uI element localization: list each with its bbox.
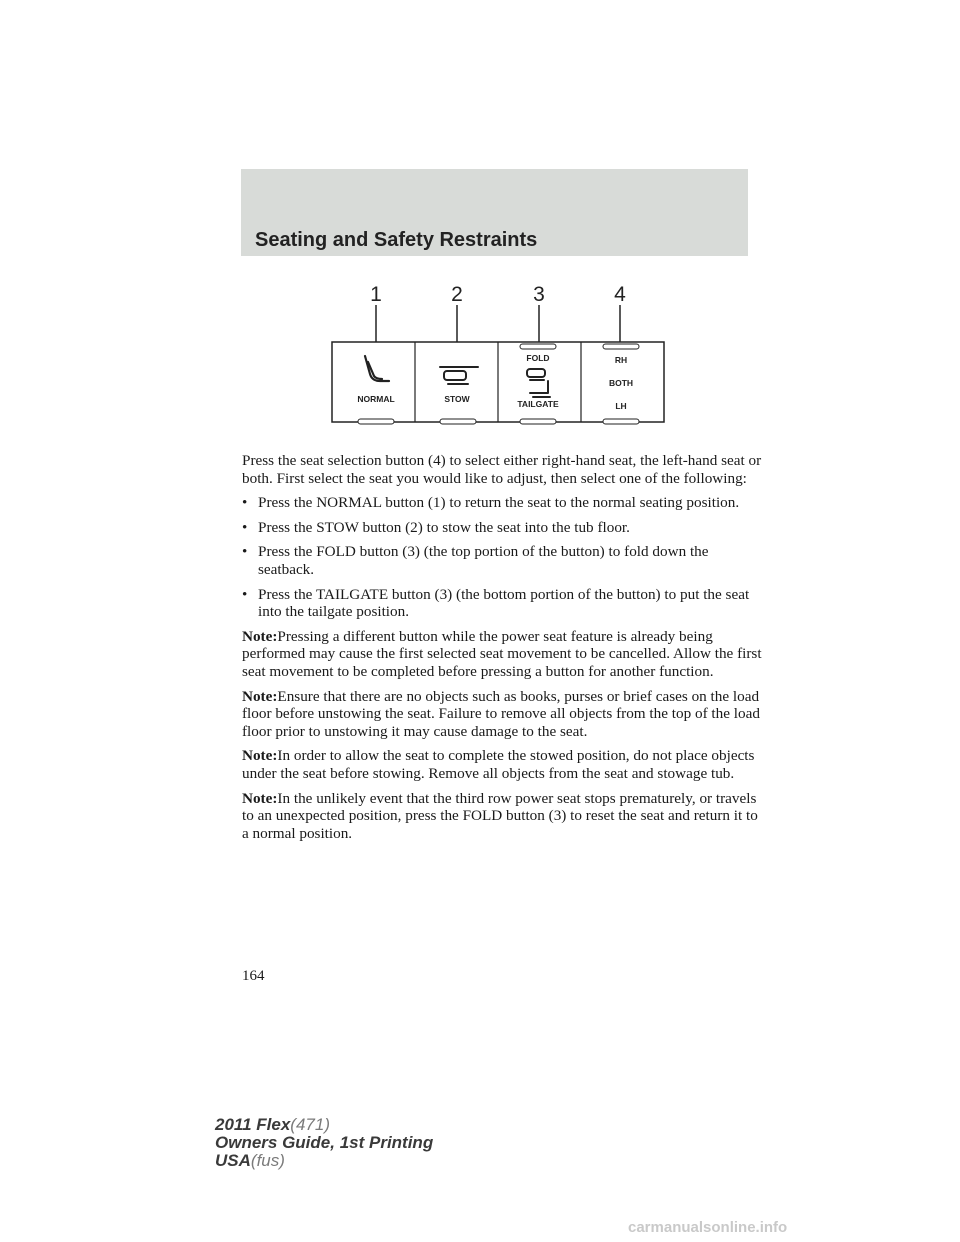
footer-model-code: (471) (290, 1115, 330, 1134)
note-label: Note: (242, 687, 278, 705)
lh-label: LH (615, 401, 627, 411)
note-label: Note: (242, 747, 278, 765)
note-text: Ensure that there are no objects such as books, purses or brief cases on the load floor before unstowing the seat. Failure to remove all objects from the top of the load floor prior to unstowing it may cause damage to the seat. (242, 687, 760, 740)
list-item: • Press the FOLD button (3) (the top portion of the button) to fold down the seatback. (242, 543, 762, 578)
stow-button-label: STOW (444, 394, 470, 404)
note-text: In order to allow the seat to complete the stowed position, do not place objects under the seat before stowing. Remove all objects from the seat and stowage tub. (242, 747, 755, 782)
page-number: 164 (242, 968, 265, 984)
footer-market-code: (fus) (250, 1151, 285, 1170)
note-text: Pressing a different button while the power seat feature is already being performed may cause the first selected seat movement to be cancelled. Allow the first seat movement to be completed before pressing a button for another function. (242, 627, 762, 680)
note-paragraph (242, 747, 762, 782)
list-item: • Press the STOW button (2) to stow the seat into the tub floor. (242, 519, 762, 537)
note-text: In the unlikely event that the third row power seat stops prematurely, or travels to an unexpected position, press the FOLD button (3) to reset the seat and return it to a normal position. (242, 789, 758, 842)
callout-3: 3 (533, 283, 545, 306)
footer-market: USA (215, 1151, 251, 1170)
note-paragraph (242, 688, 762, 741)
list-item: • Press the NORMAL button (1) to return the seat to the normal seating position. (242, 494, 762, 512)
note-label: Note: (242, 627, 278, 645)
both-label: BOTH (608, 378, 634, 388)
instruction-list (242, 494, 762, 621)
footer-model: 2011 Flex (215, 1115, 291, 1134)
footer-edition: Owners Guide, 1st Printing (215, 1133, 434, 1152)
tailgate-button-label: TAILGATE (517, 399, 559, 409)
list-item: • Press the TAILGATE button (3) (the bottom portion of the button) to put the seat into the tailgate position. (242, 586, 762, 621)
section-title: Seating and Safety Restraints (255, 229, 538, 251)
callout-2: 2 (451, 283, 463, 306)
watermark: carmanualsonline.info (628, 1219, 788, 1236)
intro-paragraph: Press the seat selection button (4) to select either right-hand seat, the left-hand seat or both. First select the seat you would like to adjust, then select one of the following: (242, 452, 762, 487)
callout-1: 1 (370, 283, 382, 306)
section-header (241, 169, 748, 256)
callout-4: 4 (614, 283, 626, 306)
seat-control-diagram (330, 278, 666, 430)
note-paragraph (242, 628, 762, 681)
note-paragraph (242, 790, 762, 843)
normal-button-label: NORMAL (357, 394, 395, 404)
fold-button-label: FOLD (526, 353, 550, 363)
body-text (242, 452, 762, 849)
print-footer (215, 1116, 433, 1170)
rh-label: RH (614, 355, 628, 365)
note-label: Note: (242, 789, 278, 807)
